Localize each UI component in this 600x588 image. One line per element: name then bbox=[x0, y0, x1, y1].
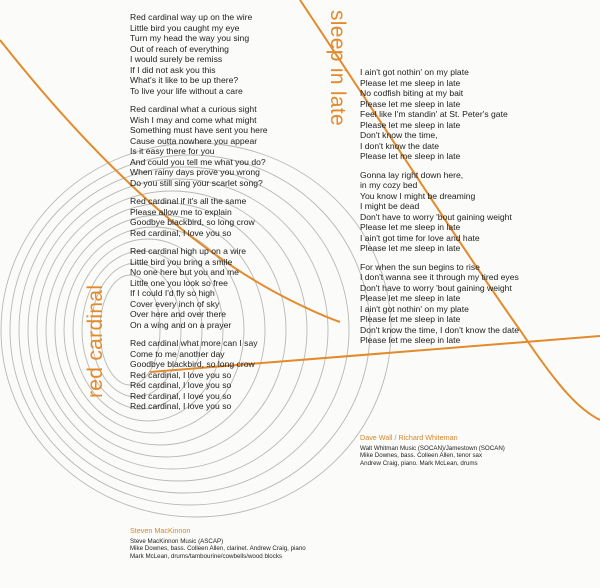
red-cardinal-credits bbox=[130, 527, 306, 560]
lyric-line: Please allow me to explain bbox=[130, 206, 232, 217]
lyric-line: Red cardinal if it's all the same bbox=[130, 196, 247, 206]
lyric-line: Goodbye blackbird, so long crow bbox=[130, 217, 255, 227]
lyric-line: I don't wanna see it through my tired eyes bbox=[360, 272, 519, 282]
lyric-line: I ain't got time for love and hate bbox=[360, 232, 480, 243]
lyric-line: Please let me sleep in late bbox=[360, 119, 461, 130]
lyric-line: Please let me sleep in late bbox=[360, 293, 461, 303]
lyric-line: Wish I may and come what might bbox=[130, 114, 257, 125]
lyric-line: Feel like I'm standin' at St. Peter's gate bbox=[360, 109, 508, 119]
song-title-red-cardinal: red cardinal bbox=[84, 284, 107, 398]
lyric-line: For when the sun begins to rise bbox=[360, 261, 480, 272]
lyric-line: Cover every inch of sky bbox=[130, 298, 220, 309]
lyric-line: Please let me sleep in late bbox=[360, 314, 461, 324]
lyric-line: If I could I'd fly so high bbox=[130, 288, 215, 298]
lyric-line: I would surely be remiss bbox=[130, 54, 223, 64]
lyric-line: Little one you look so free bbox=[130, 277, 228, 288]
lyric-line: Something must have sent you here bbox=[130, 125, 268, 135]
sleep-in-late-lyrics bbox=[360, 67, 519, 354]
lyric-line: On a wing and on a prayer bbox=[130, 319, 232, 330]
sleep-in-late-credits bbox=[360, 434, 505, 467]
lyric-line: What's it like to be up there? bbox=[130, 75, 239, 85]
lyric-line: Do you still sing your scarlet song? bbox=[130, 177, 263, 188]
lyric-line: Red cardinal, I love you so bbox=[130, 401, 232, 411]
lyric-line: Don't know the time, bbox=[360, 130, 438, 140]
lyric-line: If I did not ask you this bbox=[130, 64, 216, 75]
lyric-line: Red cardinal, I love you so bbox=[130, 369, 232, 380]
lyric-line: Don't know the time, I don't know the date bbox=[360, 324, 520, 335]
stanza bbox=[130, 338, 268, 412]
lyric-line: Please let me sleep in late bbox=[360, 222, 461, 232]
lyric-line: Please let me sleep in late bbox=[360, 77, 461, 88]
lyric-line: Please let me sleep in late bbox=[360, 243, 461, 253]
lyric-line: Red cardinal way up on the wire bbox=[130, 12, 253, 22]
lyric-line: Red cardinal, I love you so bbox=[130, 390, 232, 401]
lyric-line: You know I might be dreaming bbox=[360, 190, 476, 201]
lyric-line: I ain't got nothin' on my plate bbox=[360, 67, 469, 77]
lyric-line: I don't know the date bbox=[360, 140, 440, 151]
lyric-line: Little bird you bring a smile bbox=[130, 256, 233, 267]
lyric-line: in my cozy bed bbox=[360, 180, 418, 190]
stanza bbox=[360, 67, 519, 162]
stanza bbox=[130, 246, 268, 330]
credit-line: Mike Downes, bass. Colleen Allen, tenor sax bbox=[360, 452, 483, 460]
stanza bbox=[360, 262, 519, 346]
lyric-line: To live your life without a care bbox=[130, 85, 243, 96]
lyric-line: Goodbye blackbird, so long crow bbox=[130, 359, 255, 369]
lyric-line: Please let me sleep in late bbox=[360, 335, 461, 345]
credit-line: Steve MacKinnon Music (ASCAP) bbox=[130, 537, 224, 545]
lyric-line: I ain't got nothin' on my plate bbox=[360, 303, 469, 314]
lyric-line: Cause outta nowhere you appear bbox=[130, 135, 258, 146]
lyric-line: Out of reach of everything bbox=[130, 43, 229, 54]
stanza bbox=[130, 196, 268, 238]
lyric-line: And could you tell me what you do? bbox=[130, 156, 266, 167]
lyric-line: Red cardinal high up on a wire bbox=[130, 246, 247, 256]
lyric-line: Red cardinal what a curious sight bbox=[130, 104, 257, 114]
credit-line: Andrew Craig, piano. Mark McLean, drums bbox=[360, 459, 478, 467]
credit-line: Walt Whitman Music (SOCAN)/Jamestown (SOCAN) bbox=[360, 444, 505, 452]
lyric-line: Please let me sleep in late bbox=[360, 98, 461, 109]
stanza bbox=[130, 12, 268, 96]
lyric-line: When rainy days prove you wrong bbox=[130, 167, 260, 177]
stanza bbox=[360, 170, 519, 254]
credit-line: Mike Downes, bass. Colleen Allen, clarinet. Andrew Craig, piano bbox=[130, 545, 306, 553]
lyric-line: No codfish biting at my bait bbox=[360, 88, 464, 98]
lyric-line: Don't have to worry 'bout gaining weight bbox=[360, 282, 512, 293]
credit-line: Mark McLean, drums/tambourine/cowbells/wood blocks bbox=[130, 552, 283, 560]
composer-name: Dave Wall / Richard Whiteman bbox=[360, 433, 458, 442]
lyric-line: Red cardinal, I love you so bbox=[130, 227, 232, 238]
lyric-line: Red cardinal, I love you so bbox=[130, 380, 232, 390]
lyric-line: Come to me another day bbox=[130, 348, 225, 359]
lyric-line: Is it easy there for you bbox=[130, 146, 215, 156]
stanza bbox=[130, 104, 268, 188]
lyric-line: Gonna lay right down here, bbox=[360, 169, 464, 180]
composer-name: Steven MacKinnon bbox=[130, 526, 191, 535]
lyric-line: Little bird you caught my eye bbox=[130, 22, 240, 33]
lyric-line: No one here but you and me bbox=[130, 267, 239, 277]
lyric-line: Red cardinal what more can I say bbox=[130, 338, 258, 348]
lyric-line: Don't have to worry 'bout gaining weight bbox=[360, 211, 512, 222]
song-title-sleep-in-late: sleep in late bbox=[326, 10, 349, 126]
lyric-line: I might be dead bbox=[360, 201, 420, 211]
lyric-line: Turn my head the way you sing bbox=[130, 33, 250, 43]
red-cardinal-lyrics bbox=[130, 12, 268, 420]
lyric-line: Please let me sleep in late bbox=[360, 151, 461, 161]
lyric-line: Over here and over there bbox=[130, 309, 227, 319]
